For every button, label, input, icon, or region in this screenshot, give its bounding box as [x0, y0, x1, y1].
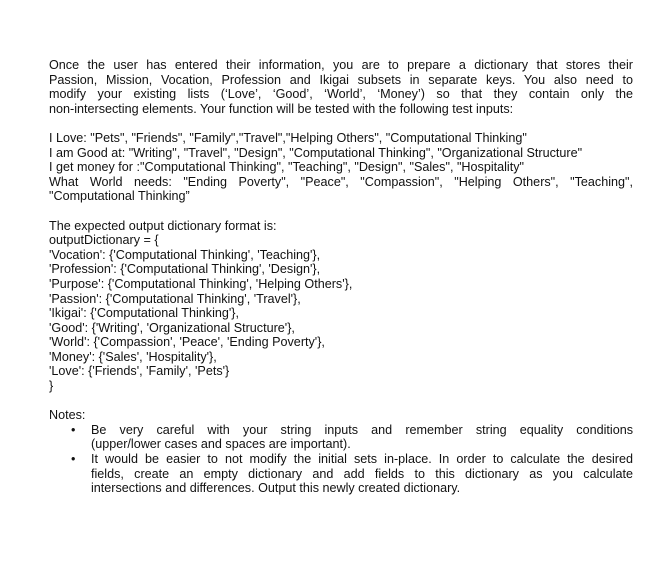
note-item — [49, 423, 633, 452]
note-item — [49, 452, 633, 496]
output-dict-close: } — [49, 379, 54, 394]
spacer — [49, 204, 633, 219]
intro-line: non-intersecting elements. Your function will be tested with the following test inputs: — [49, 101, 514, 116]
output-entry-love: 'Love': {'Friends', 'Family', 'Pets'} — [49, 364, 230, 379]
output-entry-purpose: 'Purpose': {'Computational Thinking', 'Helping Others'}, — [49, 276, 353, 291]
input-line-love: I Love: "Pets", "Friends", "Family","Travel","Helping Others", "Computational Thinking" — [49, 130, 527, 145]
intro-line: Passion, Mission, Vocation, Profession and Ikigai subsets in separate keys. You also need to — [49, 72, 633, 87]
output-entry-money: 'Money': {'Sales', 'Hospitality'}, — [49, 349, 217, 364]
test-inputs — [49, 131, 633, 204]
output-entry-good: 'Good': {'Writing', 'Organizational Structure'}, — [49, 320, 295, 335]
note-line: It would be easier to not modify the initial sets in-place. In order to calculate the desired — [91, 452, 633, 467]
spacer — [49, 116, 633, 131]
input-line-money: I get money for :"Computational Thinking", "Teaching", "Design", "Sales", "Hospitality" — [49, 160, 524, 175]
note-line: (upper/lower cases and spaces are important). — [91, 437, 351, 452]
output-entry-vocation: 'Vocation': {'Computational Thinking', 'Teaching'}, — [49, 247, 321, 262]
input-line-good: I am Good at: "Writing", "Travel", "Design", "Computational Thinking", "Organizational Structure" — [49, 145, 583, 160]
bullet-icon: • — [71, 452, 76, 467]
notes-heading: Notes: — [49, 408, 86, 423]
input-line-world: What World needs: "Ending Poverty", "Peace", "Compassion", "Helping Others", "Teaching", — [49, 174, 633, 189]
note-line: fields, create an empty dictionary and add fields to this dictionary as you calculate — [91, 466, 633, 481]
output-entry-ikigai: 'Ikigai': {'Computational Thinking'}, — [49, 306, 240, 321]
output-heading: The expected output dictionary format is: — [49, 218, 277, 233]
notes-section — [49, 408, 633, 496]
document-page — [49, 58, 633, 496]
intro-line: modify your existing lists (‘Love’, ‘Good’, ‘World’, ‘Money’) so that they contain only the — [49, 87, 633, 102]
note-line: intersections and differences. Output this newly created dictionary. — [91, 481, 461, 496]
intro-paragraph — [49, 58, 633, 116]
spacer — [49, 394, 633, 409]
expected-output — [49, 219, 633, 394]
output-dict-open: outputDictionary = { — [49, 233, 159, 248]
output-entry-world: 'World': {'Compassion', 'Peace', 'Ending Poverty'}, — [49, 335, 325, 350]
output-entry-passion: 'Passion': {'Computational Thinking', 'Travel'}, — [49, 291, 301, 306]
note-line: Be very careful with your string inputs and remember string equality conditions — [91, 422, 633, 437]
output-entry-profession: 'Profession': {'Computational Thinking', 'Design'}, — [49, 262, 321, 277]
notes-list — [49, 423, 633, 496]
bullet-icon: • — [71, 422, 76, 437]
intro-line: Once the user has entered their information, you are to prepare a dictionary that stores their — [49, 58, 633, 72]
input-line-world-cont: "Computational Thinking” — [49, 189, 190, 204]
